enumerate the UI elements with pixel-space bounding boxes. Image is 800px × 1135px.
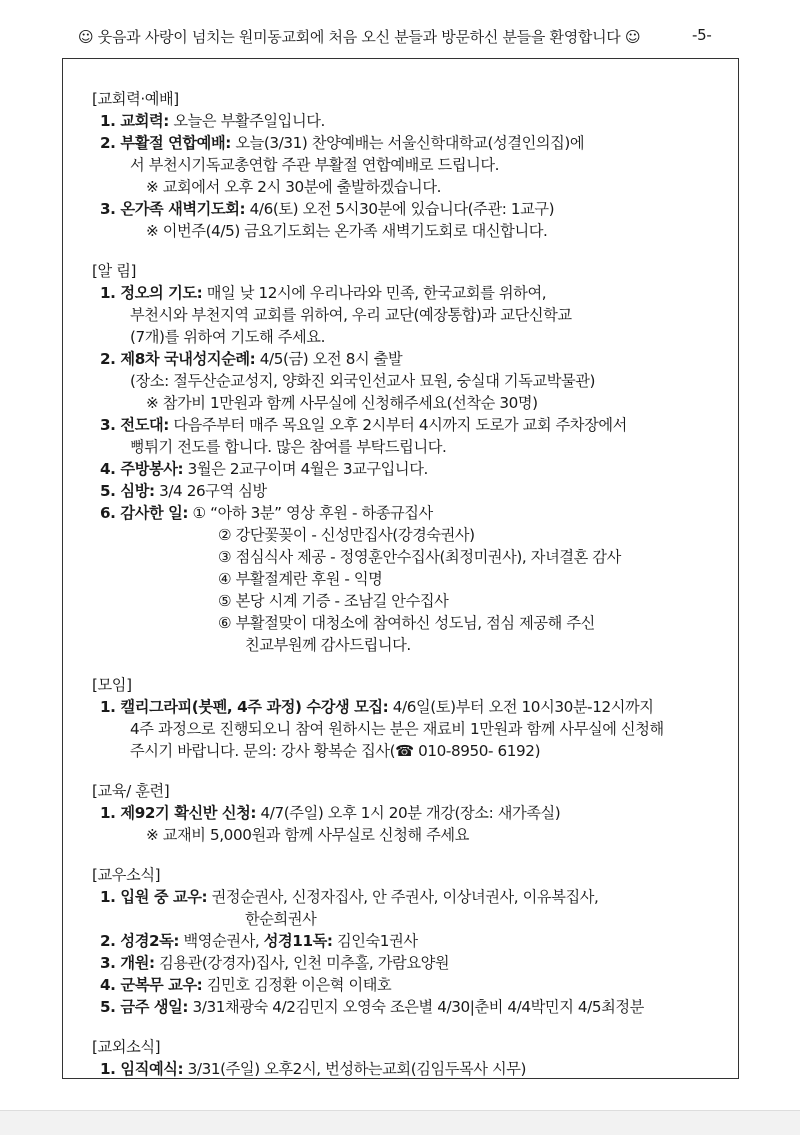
item-label: 1. 캘리그라피(붓펜, 4주 과정) 수강생 모집: [100,698,389,716]
gratitude-line: ③ 점심식사 제공 - 정영훈안수집사(최정미권사), 자녀결혼 감사 [218,548,621,566]
item-label: 3. 온가족 새벽기도회: [100,200,246,218]
gratitude-line: ⑥ 부활절맞이 대청소에 참여하신 성도님, 점심 제공해 주신 [218,614,595,632]
item-text: 다음주부터 매주 목요일 오후 2시부터 4시까지 도로가 교회 주차장에서 [168,416,627,434]
item-label: 5. 금주 생일: [100,998,189,1016]
item-text: 오늘은 부활주일입니다. [168,112,325,130]
scan-bottom-edge [0,1110,800,1135]
item-text: 4/5(금) 오전 8시 출발 [255,350,403,368]
list-item [92,414,732,458]
item-continuation: 서 부천시기독교총연합 주관 부활절 연합예배로 드립니다. [130,156,500,174]
item-text: 4/6(토) 오전 5시30분에 있습니다(주관: 1교구) [245,200,555,218]
gratitude-line: ④ 부활절계란 후원 - 익명 [218,570,383,588]
item-label: 2. 부활절 연합예배: [100,134,231,152]
list-item [92,974,732,996]
item-text: 백영순권사, [179,932,264,950]
section-title-members: [교우소식] [92,866,161,884]
list-item [92,110,732,132]
item-text: 4/7(주일) 오후 1시 20분 개강(장소: 새가족실) [256,804,561,822]
item-label: 2. 성경2독: [100,932,180,950]
section-title-education: [교육/ 훈련] [92,782,170,800]
item-continuation: 뻥튀기 전도를 합니다. 많은 참여를 부탁드립니다. [130,438,447,456]
welcome-banner: ☺ 웃음과 사랑이 넘치는 원미동교회에 처음 오신 분들과 방문하신 분들을 환영합니다 ☺ [78,28,641,46]
list-item [92,198,732,242]
item-text: 권정순권사, 신정자집사, 안 주권사, 이상녀권사, 이유복집사, [207,888,599,906]
item-label: 성경11독: [263,932,333,950]
list-item [92,930,732,952]
item-continuation: (7개)를 위하여 기도해 주세요. [130,328,326,346]
item-text: 3/31채광숙 4/2김민지 오영숙 조은별 4/30|춘비 4/4박민지 4/5최정분 [188,998,644,1016]
section-title-notices: [알 림] [92,262,137,280]
section-title-external: [교외소식] [92,1038,161,1056]
item-label: 3. 개원: [100,954,155,972]
section-title-meeting: [모임] [92,676,132,694]
item-text: 오늘(3/31) 찬양예배는 서울신학대학교(성결인의집)에 [230,134,585,152]
item-text: 3/4 26구역 심방 [154,482,267,500]
page-number: -5- [692,26,712,44]
item-text: 김인숙1권사 [332,932,418,950]
item-label: 1. 임직예식: [100,1060,184,1078]
item-note: ※ 교회에서 오후 2시 30분에 출발하겠습니다. [146,178,442,196]
item-continuation: 부천시와 부천지역 교회를 위하여, 우리 교단(예장통합)과 교단신학교 [130,306,572,324]
list-item [92,132,732,198]
bulletin-content [92,88,732,1080]
list-item [92,282,732,348]
item-continuation: 4주 과정으로 진행되오니 참여 원하시는 분은 재료비 1만원과 함께 사무실에 신청해 [130,720,664,738]
gratitude-line: ⑤ 본당 시계 기증 - 조남길 안수집사 [218,592,449,610]
list-item [92,996,732,1018]
item-continuation: (장소: 절두산순교성지, 양화진 외국인선교사 묘원, 숭실대 기독교박물관) [130,372,596,390]
item-text: 김용관(강경자)집사, 인천 미추홀, 가람요양원 [154,954,450,972]
gratitude-list [92,502,732,656]
item-label: 3. 전도대: [100,416,169,434]
list-item [92,1058,732,1080]
list-item [92,886,732,930]
item-continuation: 주시기 바랍니다. 문의: 강사 황복순 집사(☎ 010-8950- 6192) [130,742,541,760]
gratitude-line: ② 강단꽃꽂이 - 신성만집사(강경숙권사) [218,526,475,544]
gratitude-line: 친교부원께 감사드립니다. [245,636,411,654]
list-item [92,802,732,846]
gratitude-line: ① “아하 3분” 영상 후원 - 하종규집사 [192,504,433,522]
item-label: 5. 심방: [100,482,155,500]
item-label: 1. 정오의 기도: [100,284,203,302]
item-label: 1. 제92기 확신반 신청: [100,804,257,822]
list-item [92,696,732,762]
item-label: 6. 감사한 일: [100,504,189,522]
item-note: ※ 참가비 1만원과 함께 사무실에 신청해주세요(선착순 30명) [146,394,538,412]
item-label: 2. 제8차 국내성지순례: [100,350,256,368]
item-label: 1. 교회력: [100,112,169,130]
item-continuation: 한순희권사 [245,910,317,928]
list-item [92,952,732,974]
item-note: ※ 교재비 5,000원과 함께 사무실로 신청해 주세요 [146,826,469,844]
list-item [92,348,732,414]
item-text: 매일 낮 12시에 우리나라와 민족, 한국교회를 위하여, [202,284,547,302]
list-item [92,480,732,502]
item-label: 1. 입원 중 교우: [100,888,208,906]
item-text: 3월은 2교구이며 4월은 3교구입니다. [183,460,428,478]
item-note: ※ 이번주(4/5) 금요기도회는 온가족 새벽기도회로 대신합니다. [146,222,548,240]
item-text: 4/6일(토)부터 오전 10시30분-12시까지 [388,698,654,716]
item-text: 3/31(주일) 오후2시, 번성하는교회(김임두목사 시무) [183,1060,527,1078]
section-title-worship: [교회력·예배] [92,90,179,108]
item-label: 4. 군복무 교우: [100,976,203,994]
item-text: 김민호 김정환 이은혁 이태호 [202,976,392,994]
list-item [92,458,732,480]
item-label: 4. 주방봉사: [100,460,184,478]
